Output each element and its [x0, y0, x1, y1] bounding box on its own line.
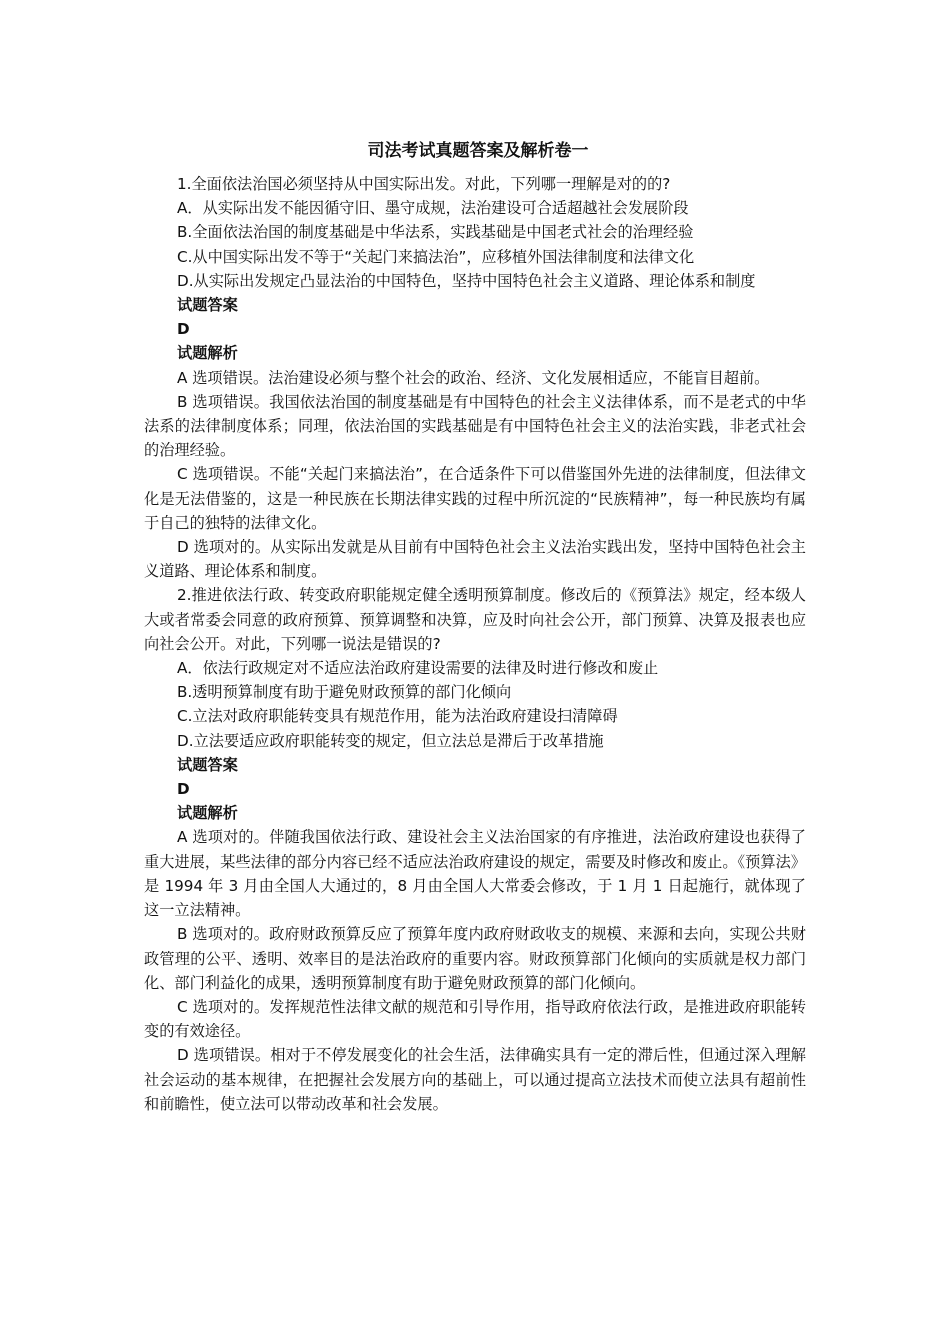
paragraph: B.全面依法治国的制度基础是中华法系，实践基础是中国老式社会的治理经验 [177, 223, 694, 242]
paragraph: 1.全面依法治国必须坚持从中国实际出发。对此，下列哪一理解是对的的? [177, 175, 671, 193]
document-body [144, 172, 806, 1116]
paragraph: C 选项对的。发挥规范性法律文献的规范和引导作用，指导政府依法行政，是推进政府职能转变的有效途径。 [144, 997, 806, 1041]
paragraph: B.透明预算制度有助于避免财政预算的部门化倾向 [177, 683, 512, 702]
paragraph: A．从实际出发不能因循守旧、墨守成规，法治建设可合适超越社会发展阶段 [177, 199, 689, 218]
paragraph: B 选项对的。政府财政预算反应了预算年度内政府财政收支的规模、来源和去向，实现公共财政管理的公平、透明、效率目的是法治政府的重要内容。财政预算部门化倾向的实质就是权力部门化、部门利益化的成果，透明预算制度有助于避免财政预算的部门化倾向。 [144, 925, 806, 992]
paragraph: A 选项对的。伴随我国依法行政、建设社会主义法治国家的有序推进，法治政府建设也获得了重大进展，某些法律的部分内容已经不适应法治政府建设的规定，需要及时修改和废止。《预算法》是 1994 年 3 月由全国人大通过的，8 月由全国人大常委会修改，于 1 月 1 日起施行，就体现了这一立法精神。 [144, 828, 806, 920]
section-heading: 试题答案 [177, 755, 238, 774]
section-heading: 试题解析 [177, 804, 238, 823]
paragraph: D.立法要适应政府职能转变的规定，但立法总是滞后于改革措施 [177, 731, 604, 750]
paragraph: B 选项错误。我国依法治国的制度基础是有中国特色的社会主义法律体系，而不是老式的中华法系的法律制度体系；同理，依法治国的实践基础是有中国特色社会主义的法治实践，非老式社会的治理经验。 [144, 392, 806, 460]
section-heading: D [177, 780, 190, 799]
paragraph: A 选项错误。法治建设必须与整个社会的政治、经济、文化发展相适应，不能盲目超前。 [177, 368, 770, 387]
paragraph: A．依法行政规定对不适应法治政府建设需要的法律及时进行修改和废止 [177, 659, 659, 678]
paragraph: 2.推进依法行政、转变政府职能规定健全透明预算制度。修改后的《预算法》规定，经本级人大或者常委会同意的政府预算、预算调整和决算，应及时向社会公开，部门预算、决算及报表也应向社会公开。对此，下列哪一说法是错误的? [144, 586, 806, 653]
document-title: 司法考试真题答案及解析卷一 [367, 141, 589, 161]
section-heading: D [177, 320, 190, 339]
paragraph: C.立法对政府职能转变具有规范作用，能为法治政府建设扫清障碍 [177, 707, 618, 726]
section-heading: 试题答案 [177, 296, 238, 315]
section-heading: 试题解析 [177, 344, 238, 363]
document-page [144, 138, 806, 1116]
paragraph: C.从中国实际出发不等于“关起门来搞法治”，应移植外国法律制度和法律文化 [177, 247, 695, 266]
paragraph: D 选项错误。相对于不停发展变化的社会生活，法律确实具有一定的滞后性，但通过深入理解社会运动的基本规律，在把握社会发展方向的基础上，可以通过提高立法技术而使立法具有超前性和前瞻性，使立法可以带动改革和社会发展。 [144, 1046, 806, 1113]
paragraph: D 选项对的。从实际出发就是从目前有中国特色社会主义法治实践出发，坚持中国特色社会主义道路、理论体系和制度。 [144, 538, 806, 581]
paragraph: D.从实际出发规定凸显法治的中国特色，坚持中国特色社会主义道路、理论体系和制度 [177, 271, 756, 290]
paragraph: C 选项错误。不能“关起门来搞法治”，在合适条件下可以借鉴国外先进的法律制度，但法律文化是无法借鉴的，这是一种民族在长期法律实践的过程中所沉淀的“民族精神”，每一种民族均有属于自己的独特的法律文化。 [144, 465, 806, 532]
